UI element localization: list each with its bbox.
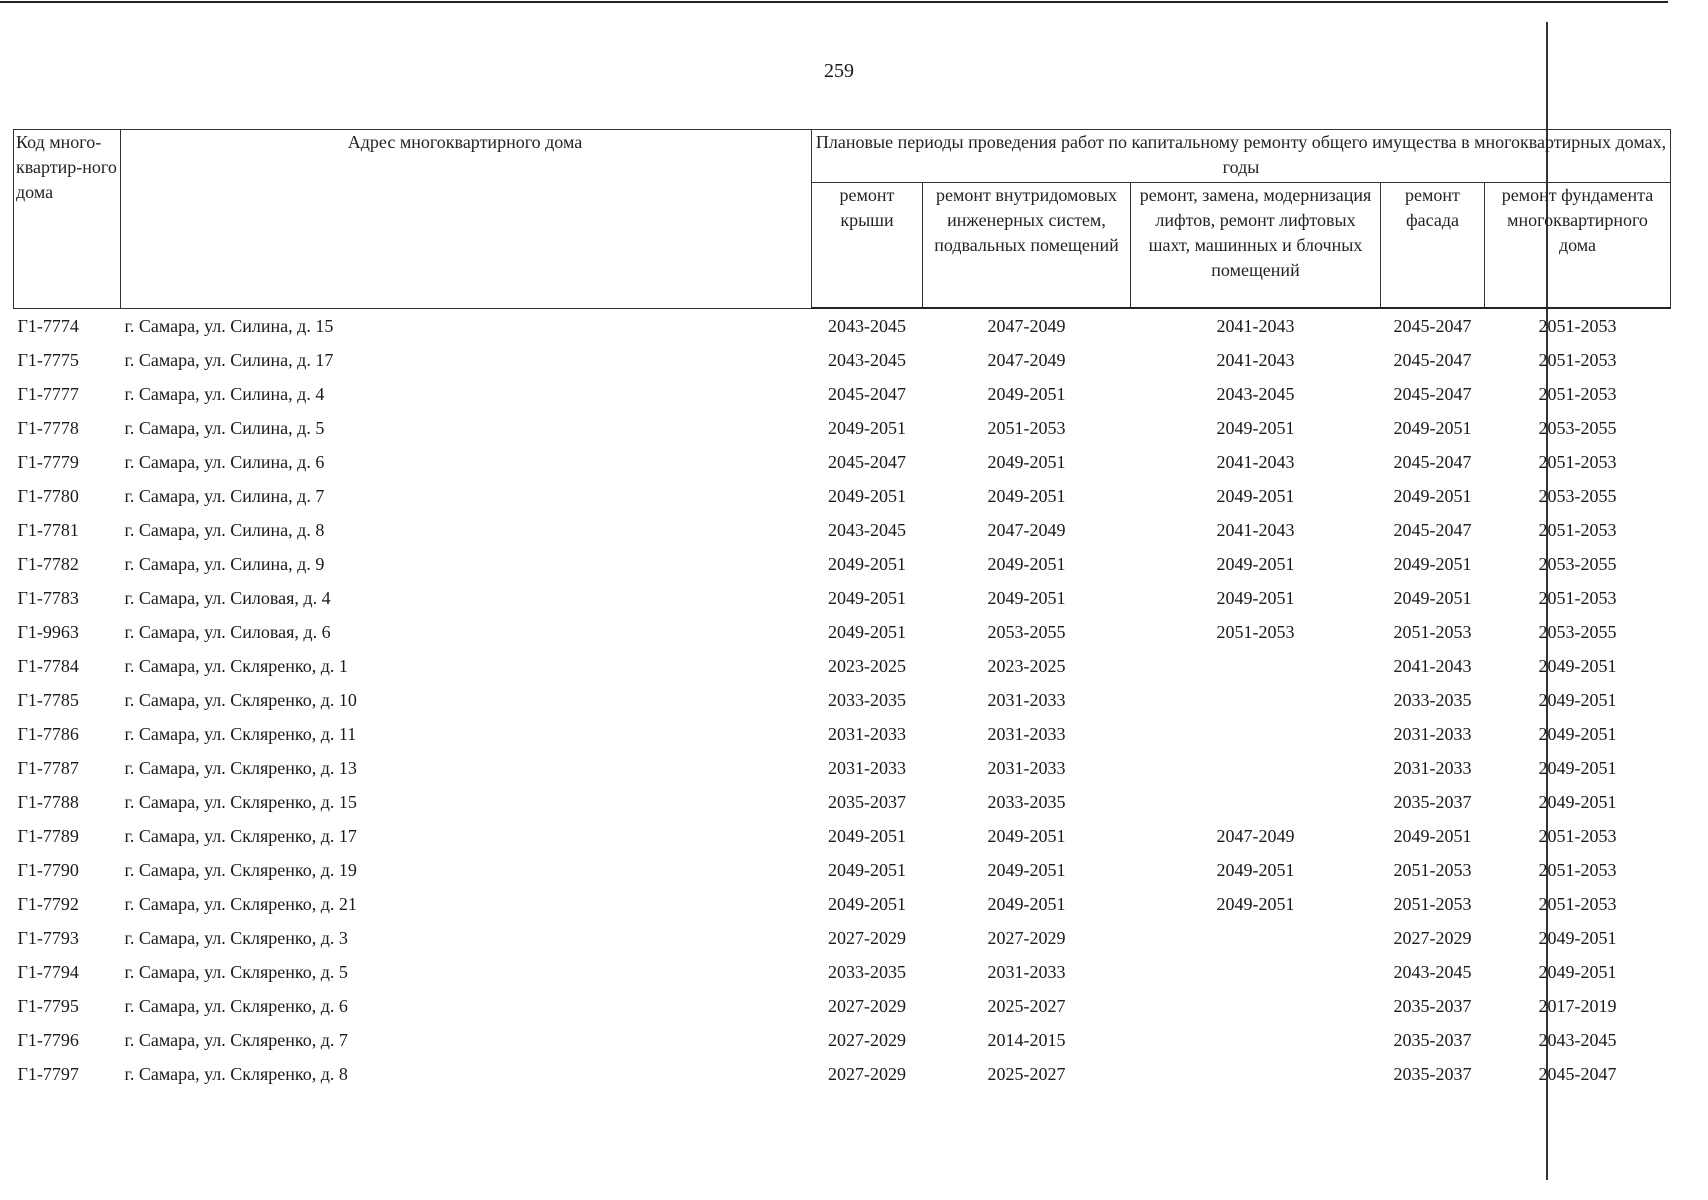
cell-roof: 2035-2037 xyxy=(828,792,906,812)
cell-house-code: Г1-7775 xyxy=(17,350,79,370)
cell-facade: 2045-2047 xyxy=(1393,520,1472,540)
cell-roof: 2045-2047 xyxy=(828,452,906,472)
cell-facade: 2041-2043 xyxy=(1393,656,1472,676)
cell-foundation: 2051-2053 xyxy=(1538,384,1617,404)
cell-roof: 2033-2035 xyxy=(828,690,906,710)
header-engineering: ремонт внутридомовых инженерных систем, подвальных помещений xyxy=(923,183,1131,309)
cell-address: г. Самара, ул. Силовая, д. 6 xyxy=(124,622,331,642)
cell-foundation: 2051-2053 xyxy=(1538,894,1617,914)
cell-elevators: 2043-2045 xyxy=(1216,384,1295,404)
cell-house-code: Г1-7780 xyxy=(17,486,79,506)
cell-foundation: 2051-2053 xyxy=(1538,316,1617,336)
table-row xyxy=(14,751,1671,785)
cell-elevators: 2041-2043 xyxy=(1216,316,1295,336)
table-row xyxy=(14,887,1671,921)
cell-house-code: Г1-7787 xyxy=(17,758,79,778)
cell-elevators: 2049-2051 xyxy=(1216,554,1295,574)
cell-roof: 2027-2029 xyxy=(828,996,906,1016)
cell-house-code: Г1-7793 xyxy=(17,928,79,948)
cell-facade: 2031-2033 xyxy=(1393,758,1472,778)
cell-engineering: 2047-2049 xyxy=(987,350,1066,370)
cell-foundation: 2049-2051 xyxy=(1538,758,1617,778)
cell-roof: 2045-2047 xyxy=(828,384,906,404)
cell-house-code: Г1-7792 xyxy=(17,894,79,914)
header-roof: ремонт крыши xyxy=(812,183,923,309)
cell-foundation: 2049-2051 xyxy=(1538,656,1617,676)
cell-facade: 2049-2051 xyxy=(1393,588,1472,608)
cell-elevators xyxy=(1131,751,1381,785)
cell-address: г. Самара, ул. Скляренко, д. 21 xyxy=(124,894,357,914)
cell-roof: 2027-2029 xyxy=(828,1064,906,1084)
table-row xyxy=(14,343,1671,377)
cell-elevators xyxy=(1131,1023,1381,1057)
cell-house-code: Г1-7794 xyxy=(17,962,79,982)
cell-engineering: 2049-2051 xyxy=(987,826,1066,846)
cell-facade: 2043-2045 xyxy=(1393,962,1472,982)
cell-foundation: 2053-2055 xyxy=(1538,554,1617,574)
header-foundation: ремонт фундамента многоквартирного дома xyxy=(1485,183,1671,309)
cell-elevators: 2049-2051 xyxy=(1216,894,1295,914)
cell-roof: 2049-2051 xyxy=(828,860,906,880)
cell-address: г. Самара, ул. Скляренко, д. 10 xyxy=(124,690,357,710)
cell-roof: 2027-2029 xyxy=(828,1030,906,1050)
cell-elevators: 2041-2043 xyxy=(1216,520,1295,540)
cell-elevators xyxy=(1131,785,1381,819)
cell-facade: 2051-2053 xyxy=(1393,622,1472,642)
cell-house-code: Г1-7778 xyxy=(17,418,79,438)
cell-address: г. Самара, ул. Силина, д. 15 xyxy=(124,315,334,336)
cell-elevators xyxy=(1131,1057,1381,1091)
cell-address: г. Самара, ул. Скляренко, д. 11 xyxy=(124,724,357,744)
cell-facade: 2051-2053 xyxy=(1393,894,1472,914)
cell-facade: 2049-2051 xyxy=(1393,486,1472,506)
table-row xyxy=(14,683,1671,717)
cell-house-code: Г1-7782 xyxy=(17,554,79,574)
cell-house-code: Г1-7790 xyxy=(17,860,79,880)
table-row xyxy=(14,411,1671,445)
cell-house-code: Г1-9963 xyxy=(17,622,79,642)
cell-facade: 2045-2047 xyxy=(1393,384,1472,404)
table-row xyxy=(14,547,1671,581)
cell-engineering: 2049-2051 xyxy=(987,860,1066,880)
cell-elevators: 2051-2053 xyxy=(1216,622,1295,642)
table-row xyxy=(14,581,1671,615)
cell-foundation: 2049-2051 xyxy=(1538,724,1617,744)
cell-house-code: Г1-7783 xyxy=(17,588,79,608)
cell-facade: 2031-2033 xyxy=(1393,724,1472,744)
header-address: Адрес многоквартирного дома xyxy=(121,130,812,309)
cell-roof: 2023-2025 xyxy=(828,656,906,676)
cell-house-code: Г1-7777 xyxy=(17,384,79,404)
cell-roof: 2043-2045 xyxy=(828,520,906,540)
cell-facade: 2045-2047 xyxy=(1393,350,1472,370)
table-row xyxy=(14,1023,1671,1057)
cell-foundation: 2053-2055 xyxy=(1538,418,1617,438)
cell-house-code: Г1-7795 xyxy=(17,996,79,1016)
cell-elevators: 2049-2051 xyxy=(1216,860,1295,880)
table-row xyxy=(14,1057,1671,1091)
table-row xyxy=(14,955,1671,989)
table-row xyxy=(14,649,1671,683)
cell-house-code: Г1-7797 xyxy=(17,1064,79,1084)
cell-house-code: Г1-7781 xyxy=(17,520,79,540)
cell-foundation: 2053-2055 xyxy=(1538,622,1617,642)
cell-facade: 2049-2051 xyxy=(1393,826,1472,846)
cell-foundation: 2051-2053 xyxy=(1538,826,1617,846)
cell-elevators xyxy=(1131,921,1381,955)
top-rule xyxy=(0,1,1668,3)
table-row xyxy=(14,785,1671,819)
cell-roof: 2033-2035 xyxy=(828,962,906,982)
cell-engineering: 2027-2029 xyxy=(987,928,1066,948)
cell-elevators: 2049-2051 xyxy=(1216,486,1295,506)
cell-house-code: Г1-7788 xyxy=(17,792,79,812)
header-facade: ремонт фасада xyxy=(1381,183,1485,309)
cell-address: г. Самара, ул. Силина, д. 6 xyxy=(124,452,325,472)
cell-roof: 2049-2051 xyxy=(828,588,906,608)
cell-facade: 2049-2051 xyxy=(1393,418,1472,438)
cell-address: г. Самара, ул. Скляренко, д. 1 xyxy=(124,656,348,676)
cell-engineering: 2023-2025 xyxy=(987,656,1066,676)
header-house-code: Код много-квартир-ного дома xyxy=(14,130,121,309)
cell-foundation: 2043-2045 xyxy=(1538,1030,1617,1050)
cell-facade: 2045-2047 xyxy=(1393,316,1472,336)
cell-engineering: 2031-2033 xyxy=(987,962,1066,982)
table-row xyxy=(14,853,1671,887)
cell-foundation: 2051-2053 xyxy=(1538,520,1617,540)
cell-engineering: 2053-2055 xyxy=(987,622,1066,642)
cell-roof: 2049-2051 xyxy=(828,826,906,846)
cell-house-code: Г1-7789 xyxy=(17,826,79,846)
cell-house-code: Г1-7785 xyxy=(17,690,79,710)
cell-elevators: 2049-2051 xyxy=(1216,418,1295,438)
cell-address: г. Самара, ул. Скляренко, д. 6 xyxy=(124,996,348,1016)
cell-address: г. Самара, ул. Скляренко, д. 15 xyxy=(124,792,357,812)
cell-roof: 2049-2051 xyxy=(828,418,906,438)
cell-facade: 2045-2047 xyxy=(1393,452,1472,472)
cell-elevators: 2041-2043 xyxy=(1216,452,1295,472)
cell-engineering: 2014-2015 xyxy=(987,1030,1066,1050)
cell-engineering: 2047-2049 xyxy=(987,520,1066,540)
cell-roof: 2049-2051 xyxy=(828,894,906,914)
cell-elevators xyxy=(1131,649,1381,683)
cell-facade: 2051-2053 xyxy=(1393,860,1472,880)
cell-address: г. Самара, ул. Силина, д. 17 xyxy=(124,350,334,370)
cell-facade: 2035-2037 xyxy=(1393,996,1472,1016)
cell-elevators xyxy=(1131,717,1381,751)
cell-address: г. Самара, ул. Силина, д. 5 xyxy=(124,418,325,438)
cell-engineering: 2025-2027 xyxy=(987,1064,1066,1084)
cell-engineering: 2051-2053 xyxy=(987,418,1066,438)
cell-foundation: 2051-2053 xyxy=(1538,350,1617,370)
cell-foundation: 2049-2051 xyxy=(1538,962,1617,982)
cell-roof: 2027-2029 xyxy=(828,928,906,948)
cell-house-code: Г1-7779 xyxy=(17,452,79,472)
cell-roof: 2049-2051 xyxy=(828,554,906,574)
cell-house-code: Г1-7786 xyxy=(17,724,79,744)
table-row xyxy=(14,513,1671,547)
table-row xyxy=(14,717,1671,751)
cell-address: г. Самара, ул. Силина, д. 4 xyxy=(124,384,325,404)
cell-address: г. Самара, ул. Скляренко, д. 7 xyxy=(124,1030,348,1050)
cell-foundation: 2053-2055 xyxy=(1538,486,1617,506)
cell-facade: 2049-2051 xyxy=(1393,554,1472,574)
cell-house-code: Г1-7774 xyxy=(17,315,79,336)
table-row xyxy=(14,615,1671,649)
cell-engineering: 2049-2051 xyxy=(987,554,1066,574)
cell-elevators: 2047-2049 xyxy=(1216,826,1295,846)
cell-elevators: 2049-2051 xyxy=(1216,588,1295,608)
cell-facade: 2027-2029 xyxy=(1393,928,1472,948)
table-body xyxy=(14,308,1671,1091)
cell-address: г. Самара, ул. Скляренко, д. 17 xyxy=(124,826,357,846)
capital-repair-table xyxy=(13,129,1671,1091)
cell-engineering: 2031-2033 xyxy=(987,690,1066,710)
cell-engineering: 2049-2051 xyxy=(987,894,1066,914)
cell-elevators xyxy=(1131,683,1381,717)
table-row xyxy=(14,819,1671,853)
cell-address: г. Самара, ул. Силовая, д. 4 xyxy=(124,588,331,608)
header-elevators: ремонт, замена, модернизация лифтов, ремонт лифтовых шахт, машинных и блочных помещений xyxy=(1131,183,1381,309)
cell-roof: 2049-2051 xyxy=(828,486,906,506)
cell-elevators: 2041-2043 xyxy=(1216,350,1295,370)
table-row xyxy=(14,308,1671,343)
cell-engineering: 2049-2051 xyxy=(987,452,1066,472)
cell-engineering: 2049-2051 xyxy=(987,384,1066,404)
cell-foundation: 2049-2051 xyxy=(1538,792,1617,812)
cell-address: г. Самара, ул. Скляренко, д. 5 xyxy=(124,962,348,982)
cell-engineering: 2049-2051 xyxy=(987,486,1066,506)
cell-address: г. Самара, ул. Скляренко, д. 3 xyxy=(124,928,348,948)
cell-engineering: 2031-2033 xyxy=(987,724,1066,744)
cell-facade: 2033-2035 xyxy=(1393,690,1472,710)
cell-elevators xyxy=(1131,955,1381,989)
table-row xyxy=(14,445,1671,479)
cell-facade: 2035-2037 xyxy=(1393,792,1472,812)
cell-roof: 2043-2045 xyxy=(828,316,906,336)
cell-engineering: 2033-2035 xyxy=(987,792,1066,812)
cell-foundation: 2045-2047 xyxy=(1538,1064,1617,1084)
cell-foundation: 2051-2053 xyxy=(1538,588,1617,608)
cell-address: г. Самара, ул. Силина, д. 8 xyxy=(124,520,325,540)
cell-foundation: 2049-2051 xyxy=(1538,928,1617,948)
cell-house-code: Г1-7796 xyxy=(17,1030,79,1050)
cell-engineering: 2047-2049 xyxy=(987,316,1066,336)
cell-facade: 2035-2037 xyxy=(1393,1030,1472,1050)
cell-address: г. Самара, ул. Силина, д. 9 xyxy=(124,554,325,574)
cell-roof: 2049-2051 xyxy=(828,622,906,642)
cell-address: г. Самара, ул. Силина, д. 7 xyxy=(124,486,325,506)
cell-engineering: 2049-2051 xyxy=(987,588,1066,608)
cell-facade: 2035-2037 xyxy=(1393,1064,1472,1084)
cell-address: г. Самара, ул. Скляренко, д. 19 xyxy=(124,860,357,880)
page-number: 259 xyxy=(824,60,854,82)
table-row xyxy=(14,921,1671,955)
cell-house-code: Г1-7784 xyxy=(17,656,79,676)
header-planned-periods: Плановые периоды проведения работ по капитальному ремонту общего имущества в многоквартирных домах, годы xyxy=(812,130,1671,183)
table-row xyxy=(14,479,1671,513)
cell-foundation: 2051-2053 xyxy=(1538,860,1617,880)
cell-roof: 2031-2033 xyxy=(828,724,906,744)
cell-roof: 2043-2045 xyxy=(828,350,906,370)
cell-foundation: 2051-2053 xyxy=(1538,452,1617,472)
cell-foundation: 2049-2051 xyxy=(1538,690,1617,710)
cell-engineering: 2031-2033 xyxy=(987,758,1066,778)
table-row xyxy=(14,377,1671,411)
cell-foundation: 2017-2019 xyxy=(1538,996,1617,1016)
cell-address: г. Самара, ул. Скляренко, д. 13 xyxy=(124,758,357,778)
cell-address: г. Самара, ул. Скляренко, д. 8 xyxy=(124,1064,348,1084)
cell-roof: 2031-2033 xyxy=(828,758,906,778)
cell-engineering: 2025-2027 xyxy=(987,996,1066,1016)
cell-elevators xyxy=(1131,989,1381,1023)
table-row xyxy=(14,989,1671,1023)
